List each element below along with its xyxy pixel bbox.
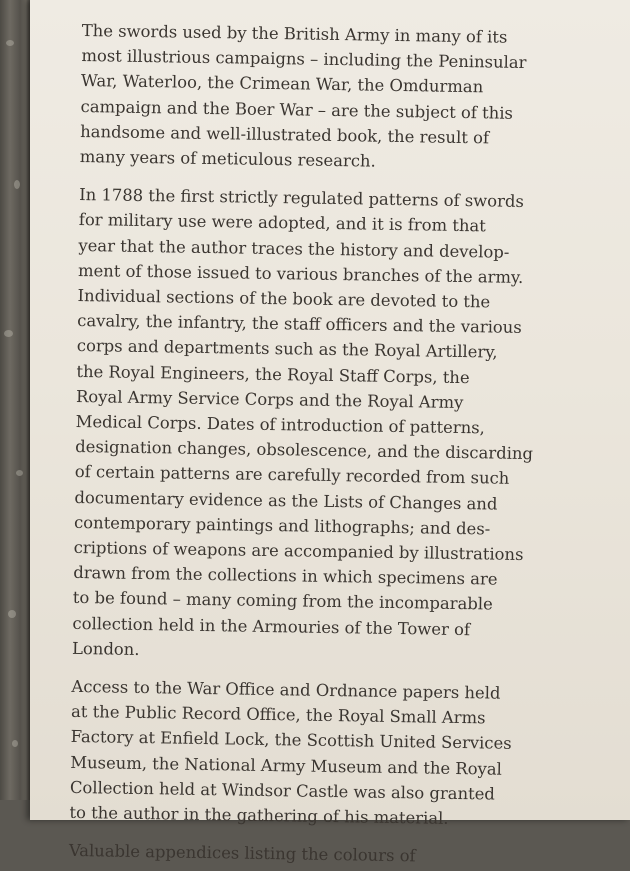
marble-speckle	[4, 330, 13, 337]
blurb-paragraph-2: In 1788 the first strictly regulated patterns of swords for military use were adopted, and it is from that year that the author traces the history and develop- ment of those issued to various branches of the army. Individual sections of the book are devoted to the cavalry, the infantry, the staff officers and the various corps and departments such as the Royal Artillery, the Royal Engineers, the Royal Staff Corps, the Royal Army Service Corps and the Royal Army Medical Corps. Dates of introduction of patterns, designation changes, obsolescence, and the discarding of certain patterns are carefully recorded from such documentary evidence as the Lists of Changes and contemporary paintings and lithographs; and des- criptions of weapons are accompanied by illustrations drawn from the collections in which specimens are to be found – many coming from the incomparable collection held in the Armouries of the Tower of London.	[71, 185, 534, 659]
marble-speckle	[6, 40, 14, 46]
blurb-paragraph-4-partial: Valuable appendices listing the colours of	[68, 841, 416, 866]
marble-speckle	[16, 470, 23, 476]
blurb-text	[69, 18, 580, 870]
book-back-cover	[30, 0, 630, 866]
marble-speckle	[12, 740, 18, 747]
blurb-paragraph-3: Access to the War Office and Ordnance papers held at the Public Record Office, the Royal Small Arms Factory at Enfield Lock, the Scottish United Services Museum, the National Army Museum and the Royal Collection held at Windsor Castle was also granted to the author in the gathering of his material.	[69, 676, 512, 828]
marble-speckle	[8, 610, 16, 618]
blurb-paragraph-1: The swords used by the British Army in many of its most illustrious campaigns – including the Peninsular War, Waterloo, the Crimean War, the Omdurman campaign and the Boer War – are the subject of this handsome and well-illustrated book, the result of many years of meticulous research.	[79, 20, 527, 171]
marble-speckle	[14, 180, 20, 189]
